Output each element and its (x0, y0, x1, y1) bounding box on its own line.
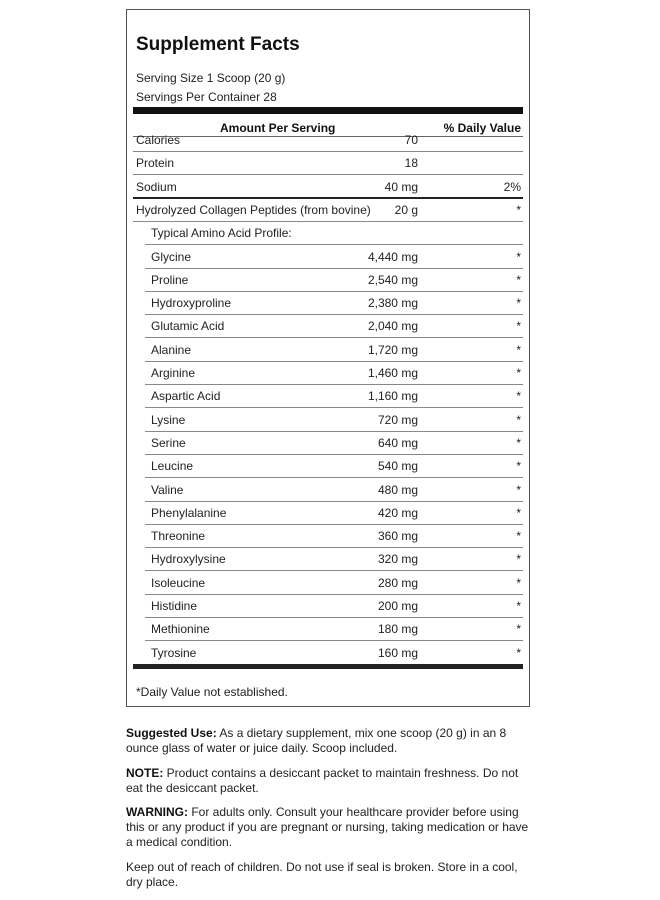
servings-per-container: Servings Per Container 28 (136, 90, 277, 104)
nutrient-row (133, 362, 523, 385)
nutrient-amount: 200 mg (377, 599, 418, 613)
nutrient-name: Alanine (151, 342, 192, 357)
nutrient-row (133, 502, 523, 525)
nutrient-daily-value: * (516, 366, 521, 380)
nutrient-name: Leucine (151, 459, 194, 474)
nutrient-row (133, 618, 523, 641)
nutrient-row (133, 642, 523, 665)
nutrient-row (133, 269, 523, 292)
suggested-use-paragraph (126, 726, 531, 756)
nutrient-row (133, 176, 523, 199)
amount-per-serving-header: Amount Per Serving (220, 121, 336, 135)
nutrient-daily-value: * (516, 505, 521, 520)
nutrient-row (133, 315, 523, 338)
nutrient-amount: 480 mg (377, 482, 418, 497)
nutrient-amount: 2,540 mg (367, 272, 418, 287)
nutrient-amount: 280 mg (377, 575, 418, 590)
nutrient-amount: 1,160 mg (367, 389, 418, 404)
nutrient-row (133, 432, 523, 455)
nutrient-row (133, 246, 523, 269)
nutrient-amount: 20 g (394, 202, 418, 217)
nutrient-daily-value: * (516, 529, 521, 544)
nutrient-daily-value: * (516, 575, 521, 590)
note-paragraph (126, 766, 531, 796)
nutrient-row (133, 479, 523, 502)
nutrient-row (133, 595, 523, 618)
supplement-facts-panel (126, 9, 530, 707)
nutrient-name: Calories (136, 133, 181, 147)
nutrient-daily-value: * (516, 319, 521, 334)
nutrient-daily-value: * (516, 482, 521, 497)
storage-paragraph: Keep out of reach of children. Do not use if seal is broken. Store in a cool, dry place. (126, 860, 518, 889)
nutrient-name: Tyrosine (151, 645, 197, 660)
nutrient-daily-value: * (516, 435, 521, 450)
nutrient-row (133, 129, 523, 152)
nutrient-amount: 2,040 mg (367, 319, 418, 334)
nutrient-name: Arginine (151, 366, 196, 380)
nutrient-amount: 540 mg (377, 459, 418, 474)
top-divider-bar (133, 107, 523, 114)
nutrient-row (133, 385, 523, 408)
nutrient-name: Isoleucine (151, 575, 206, 590)
nutrient-name: Sodium (136, 179, 177, 194)
row-divider (133, 664, 523, 669)
nutrient-name: Hydroxyproline (151, 296, 232, 311)
warning-text: For adults only. Consult your healthcare provider before using this or any product if you are pregnant or nursing, taking medication or have a medical condition. (126, 805, 529, 849)
nutrient-name: Phenylalanine (151, 505, 227, 520)
nutrient-name: Threonine (151, 529, 206, 544)
nutrient-row (133, 152, 523, 175)
nutrient-amount: 180 mg (377, 622, 418, 637)
nutrient-amount: 1,460 mg (367, 366, 418, 380)
nutrient-name: Hydrolyzed Collagen Peptides (from bovine) (136, 202, 371, 217)
nutrient-row (133, 199, 523, 222)
suggested-use-label: Suggested Use: (126, 726, 217, 740)
nutrient-amount: 420 mg (377, 505, 418, 520)
nutrient-name: Aspartic Acid (151, 389, 221, 404)
nutrient-daily-value: * (516, 459, 521, 474)
nutrient-daily-value: * (516, 599, 521, 613)
nutrient-daily-value: * (516, 342, 521, 357)
nutrient-daily-value: * (516, 645, 521, 660)
nutrient-row (133, 455, 523, 478)
nutrient-name: Glycine (151, 249, 192, 264)
nutrient-amount: 1,720 mg (367, 342, 418, 357)
nutrient-amount: 70 (404, 133, 418, 147)
nutrient-daily-value: * (516, 412, 521, 427)
nutrient-name: Histidine (151, 599, 198, 613)
nutrient-daily-value: * (516, 272, 521, 287)
daily-value-header: % Daily Value (443, 121, 521, 135)
nutrient-name: Lysine (151, 412, 186, 427)
suggested-use-text: As a dietary supplement, mix one scoop (20 g) in an 8 ounce glass of water or juice daily. Scoop included. (126, 726, 507, 755)
nutrient-name: Glutamic Acid (151, 319, 225, 334)
nutrient-row (133, 222, 523, 245)
nutrient-name: Typical Amino Acid Profile: (151, 226, 292, 241)
note-label: NOTE: (126, 766, 164, 780)
nutrient-amount: 18 (404, 156, 418, 171)
nutrient-name: Hydroxylysine (151, 552, 226, 567)
nutrient-amount: 360 mg (377, 529, 418, 544)
serving-size: Serving Size 1 Scoop (20 g) (136, 71, 286, 85)
nutrient-row (133, 548, 523, 571)
daily-value-footnote: *Daily Value not established. (136, 685, 288, 699)
nutrient-row (133, 525, 523, 548)
nutrient-daily-value: * (516, 622, 521, 637)
nutrient-row (133, 339, 523, 362)
nutrient-row (133, 572, 523, 595)
nutrient-row (133, 409, 523, 432)
nutrient-daily-value: * (516, 202, 521, 217)
nutrient-name: Methionine (151, 622, 210, 637)
nutrient-amount: 40 mg (384, 179, 418, 194)
nutrient-amount: 160 mg (377, 645, 418, 660)
nutrient-daily-value: * (516, 389, 521, 404)
nutrient-daily-value: 2% (503, 179, 521, 194)
warning-label: WARNING: (126, 805, 188, 819)
note-text: Product contains a desiccant packet to maintain freshness. Do not eat the desiccant packet. (126, 766, 519, 795)
facts-title: Supplement Facts (136, 34, 300, 55)
nutrient-name: Proline (151, 272, 189, 287)
nutrient-daily-value: * (516, 552, 521, 567)
nutrient-daily-value: * (516, 296, 521, 311)
nutrient-amount: 2,380 mg (367, 296, 418, 311)
nutrient-daily-value: * (516, 249, 521, 264)
nutrient-amount: 320 mg (377, 552, 418, 567)
nutrient-name: Protein (136, 156, 175, 171)
nutrient-name: Serine (151, 435, 186, 450)
nutrient-amount: 640 mg (377, 435, 418, 450)
nutrient-name: Valine (151, 482, 184, 497)
nutrient-amount: 720 mg (377, 412, 418, 427)
warning-paragraph (126, 805, 531, 850)
nutrient-amount: 4,440 mg (367, 249, 418, 264)
nutrient-row (133, 292, 523, 315)
